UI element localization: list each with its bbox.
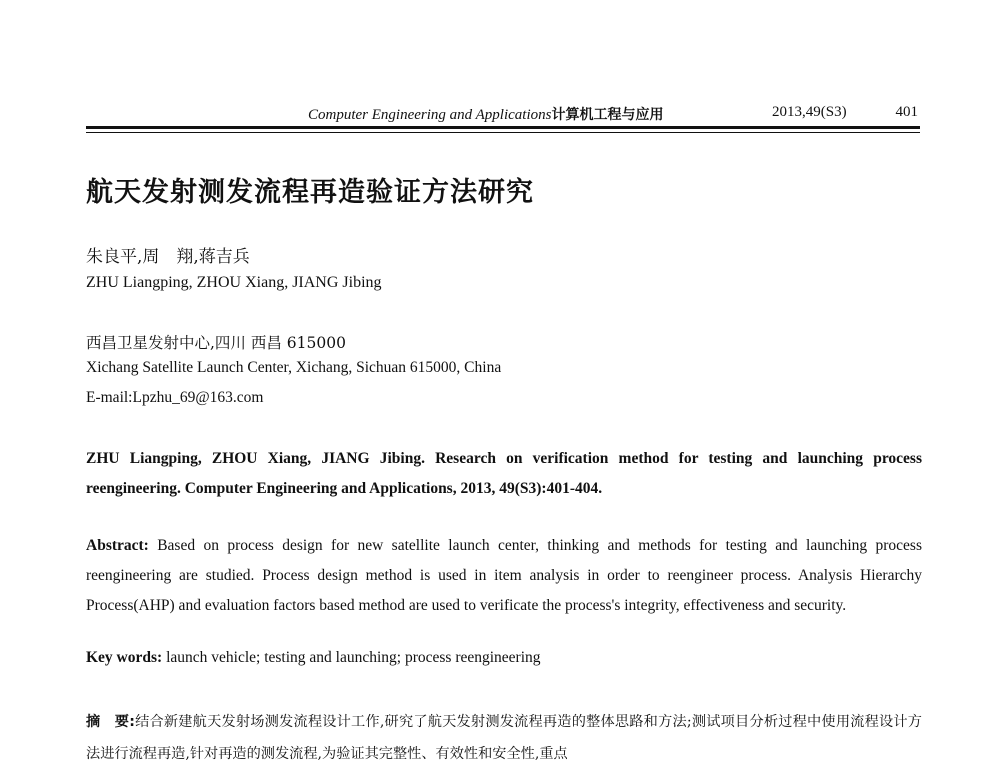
author-email: E-mail:Lpzhu_69@163.com bbox=[86, 389, 264, 406]
affiliation-english: Xichang Satellite Launch Center, Xichang, Sichuan 615000, China bbox=[86, 359, 502, 376]
page-number: 401 bbox=[895, 104, 918, 120]
authors-english: ZHU Liangping, ZHOU Xiang, JIANG Jibing bbox=[86, 274, 382, 291]
header-rule-thick bbox=[86, 126, 920, 129]
paper-title: 航天发射测发流程再造验证方法研究 bbox=[86, 177, 534, 208]
journal-name bbox=[308, 104, 663, 124]
header-rule-thin bbox=[86, 132, 920, 133]
abstract-text: Based on process design for new satellite launch center, thinking and methods for testing and launching process reengineering are studied. Process design method is used in item analysis in order to reengineer process. Analysis Hierarchy Process(AHP) and evaluation factors based method are used to verificate the process's integrity, effectiveness and security. bbox=[86, 537, 922, 614]
abstract-chinese bbox=[86, 706, 922, 762]
keywords bbox=[86, 649, 541, 667]
issue-info: 2013,49(S3) bbox=[772, 104, 847, 120]
citation: ZHU Liangping, ZHOU Xiang, JIANG Jibing. Research on verification method for testing and launching process reengineering. Computer Engineering and Applications, 2013, 49(S3):401-404. bbox=[86, 450, 922, 497]
abstract-label: Abstract: bbox=[86, 537, 149, 554]
abstract-zh-label: 摘 要: bbox=[86, 714, 135, 730]
journal-name-en: Computer Engineering and Applications bbox=[308, 107, 552, 123]
abstract-zh-text: 结合新建航天发射场测发流程设计工作,研究了航天发射测发流程再造的整体思路和方法;测试项目分析过程中使用流程设计方法进行流程再造,针对再造的测发流程,为验证其完整性、有效性和安全性,重点 bbox=[86, 714, 922, 762]
authors-chinese: 朱良平,周 翔,蒋吉兵 bbox=[86, 247, 250, 267]
keywords-label: Key words: bbox=[86, 649, 163, 666]
abstract-english bbox=[86, 531, 922, 621]
journal-name-zh: 计算机工程与应用 bbox=[551, 107, 664, 123]
affiliation-chinese: 西昌卫星发射中心,四川 西昌 615000 bbox=[86, 334, 346, 352]
keywords-text: launch vehicle; testing and launching; process reengineering bbox=[166, 649, 541, 666]
running-header bbox=[86, 102, 920, 124]
